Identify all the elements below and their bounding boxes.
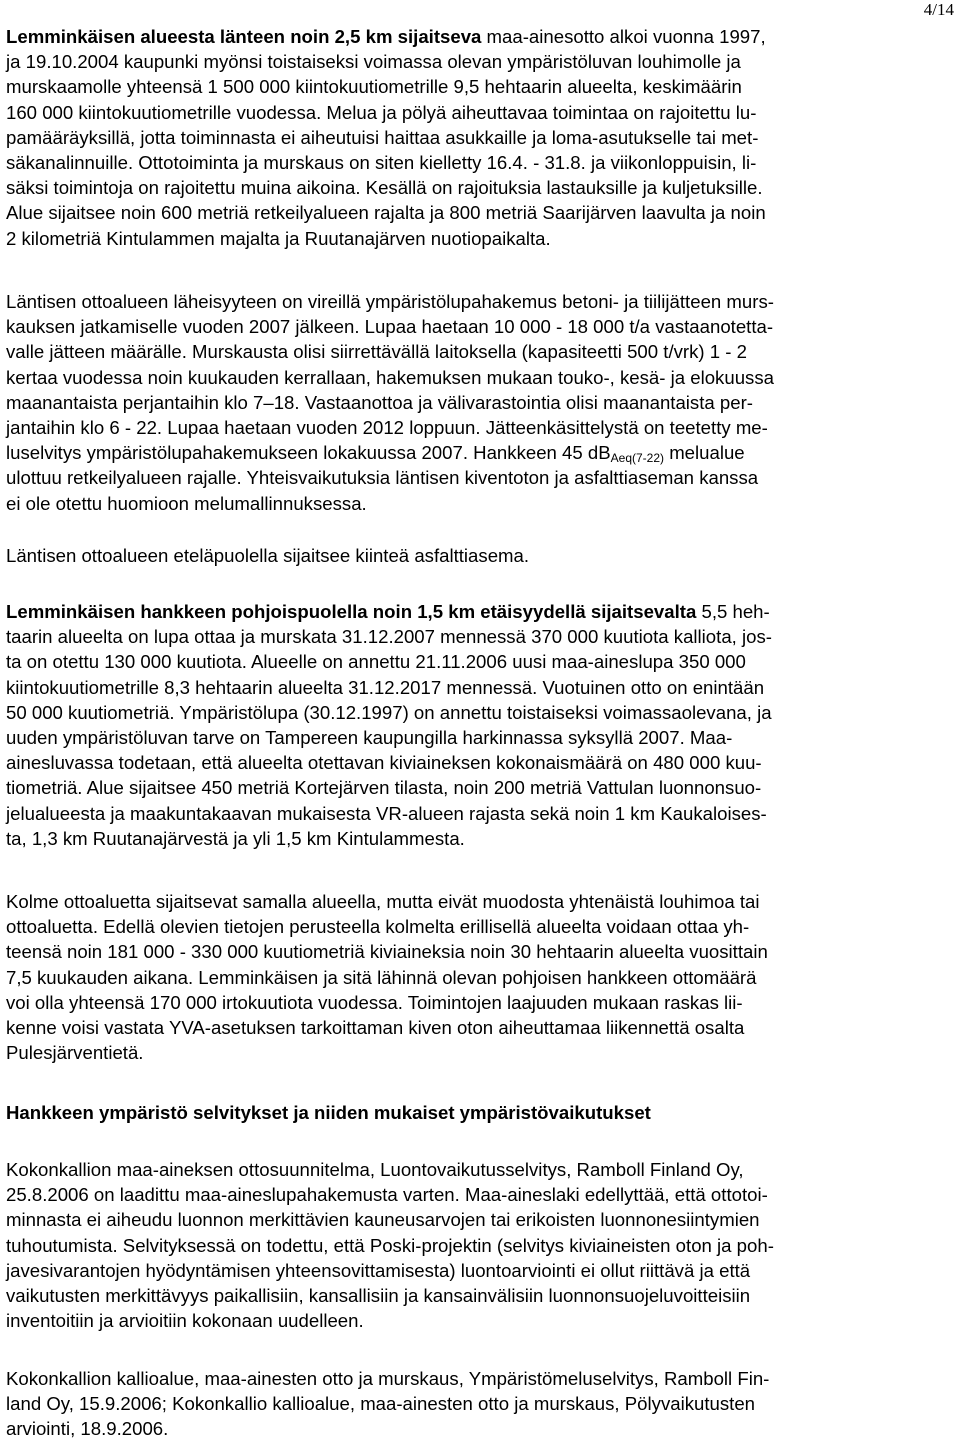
text-line: Alue sijaitsee noin 600 metriä retkeilyalueen rajalta ja 800 metriä Saarijärven laavulta ja noin bbox=[6, 202, 766, 224]
text-line: 7,5 kuukauden aikana. Lemminkäisen ja sitä lähinnä olevan pohjoisen hankkeen ottomäärä bbox=[6, 966, 757, 988]
subscript: Aeq(7-22) bbox=[610, 451, 665, 466]
section-heading bbox=[6, 1100, 952, 1125]
text-line: 25.8.2006 on laadittu maa-aineslupahakemusta varten. Maa-aineslaki edellyttää, että ottotoi- bbox=[6, 1184, 768, 1206]
paragraph-western-area bbox=[6, 24, 952, 251]
text-line: javesivarantojen hyödyntämisen yhteensovittamisesta) luontoarviointi ei ollut riittävä ja että bbox=[6, 1259, 751, 1281]
text-line: ta, 1,3 km Ruutanajärvestä ja yli 1,5 km Kintulammesta. bbox=[6, 827, 465, 849]
paragraph-northern-area bbox=[6, 599, 952, 851]
text-line: kenne voisi vastata YVA-asetuksen tarkoittaman kiven oton aiheuttamaa liikennettä osalta bbox=[6, 1017, 745, 1039]
text-line: Kokonkallion maa-aineksen ottosuunnitelma, Luontovaikutusselvitys, Ramboll Finland Oy, bbox=[6, 1159, 744, 1180]
text-line: valle jätteen määrälle. Murskausta olisi siirrettävällä laitoksella (kapasiteetti 500 t/vrk) 1 - 2 bbox=[6, 341, 747, 363]
text-line: vaikutusten merkittävyys paikallisiin, kansallisiin ja kansainvälisiin luonnonsuojeluvoitteisiin bbox=[6, 1285, 751, 1307]
text-line: ainesluvassa todetaan, että alueelta otettavan kiviaineksen kokonaismäärä on 480 000 kuu- bbox=[6, 752, 762, 774]
paragraph-three-areas bbox=[6, 889, 952, 1065]
text-line: kertaa vuodessa noin kuukauden kerrallaan, hakemuksen mukaan touko-, kesä- ja elokuussa bbox=[6, 366, 774, 388]
text-line: jantaihin klo 6 - 22. Lupaa haetaan vuoden 2012 loppuun. Jätteenkäsittelystä on teetetty me- bbox=[6, 417, 768, 439]
text-line: jelualueesta ja maakuntakaavan mukaisesta VR-alueen rajasta sekä noin 1 km Kaukaloises- bbox=[6, 802, 767, 824]
text-line: voi olla yhteensä 170 000 irtokuutiota vuodessa. Toimintojen laajuuden mukaan raskas lii- bbox=[6, 991, 743, 1013]
text-line: minnasta ei aiheudu luonnon merkittävien kauneusarvojen tai erikoisten luonnonesiintymien bbox=[6, 1209, 760, 1231]
paragraph-permit-application bbox=[6, 289, 952, 516]
text-line: teensä noin 181 000 - 330 000 kuutiometriä kiviaineksia noin 30 hehtaarin alueelta vuosittain bbox=[6, 941, 768, 963]
bold-lead: Lemminkäisen alueesta länteen noin 2,5 km sijaitseva bbox=[6, 26, 482, 47]
text-line: Kokonkallion kallioalue, maa-ainesten otto ja murskaus, Ympäristömeluselvitys, Ramboll Fin- bbox=[6, 1368, 770, 1389]
bold-lead: Lemminkäisen hankkeen pohjoispuolella noin 1,5 km etäisyydellä sijaitsevalta bbox=[6, 601, 697, 622]
text-line: ta on otettu 130 000 kuutiota. Alueelle on annettu 21.11.2006 uusi maa-aineslupa 350 000 bbox=[6, 651, 746, 673]
text-line: ei ole otettu huomioon melumallinnuksessa. bbox=[6, 492, 367, 514]
page-number: 4/14 bbox=[923, 0, 954, 19]
text-line: Pulesjärventietä. bbox=[6, 1042, 144, 1064]
text-line: tiometriä. Alue sijaitsee 450 metriä Kortejärven tilasta, noin 200 metriä Vattulan luonnonsuo- bbox=[6, 777, 762, 799]
text-line: luselvitys ympäristölupahakemukseen lokakuussa 2007. Hankkeen 45 $dB_{Aeq(7-22)}$ melualue bbox=[6, 442, 745, 466]
text-line: Läntisen ottoalueen läheisyyteen on vireillä ympäristölupahakemus betoni- ja tiilijätteen murs- bbox=[6, 291, 774, 312]
text-line: 2 kilometriä Kintulammen majalta ja Ruutanajärven nuotiopaikalta. bbox=[6, 227, 551, 249]
text-line: kiintokuutiometrille 8,3 hehtaarin alueelta 31.12.2017 mennessä. Vuotuinen otto on enintään bbox=[6, 676, 765, 698]
text-line: maanantaista perjantaihin klo 7–18. Vastaanottoa ja välivarastointia olisi maanantaista per- bbox=[6, 391, 753, 413]
text-line: pamääräyksillä, jotta toiminnasta ei aiheutuisi haittaa asukkaille ja loma-asutukselle tai met- bbox=[6, 126, 759, 148]
text-line: tuhoutumista. Selvityksessä on todettu, että Poski-projektin (selvitys kiviaineisten oton ja poh- bbox=[6, 1234, 774, 1256]
text-line: säkanalinnuille. Ottotoiminta ja murskaus on siten kielletty 16.4. - 31.8. ja viikonloppuisin, li- bbox=[6, 152, 757, 174]
text-line: Kolme ottoaluetta sijaitsevat samalla alueella, mutta eivät muodosta yhtenäistä louhimoa tai bbox=[6, 891, 760, 912]
text-line: Lemminkäisen hankkeen pohjoispuolella noin 1,5 km etäisyydellä sijaitsevalta 5,5 heh- bbox=[6, 601, 770, 622]
text-line: säksi toimintoja on rajoitettu muina aikoina. Kesällä on rajoituksia lastauksille ja kuljetuksille. bbox=[6, 177, 763, 199]
text-line: Läntisen ottoalueen eteläpuolella sijaitsee kiinteä asfalttiasema. bbox=[6, 545, 530, 566]
text-line: 160 000 kiintokuutiometrille vuodessa. Melua ja pölyä aiheuttavaa toimintaa on rajoitettu lu- bbox=[6, 101, 757, 123]
paragraph-asphalt-station bbox=[6, 543, 952, 568]
paragraph-noise-dust-reports bbox=[6, 1366, 952, 1442]
text-line: arviointi, 18.9.2006. bbox=[6, 1418, 169, 1440]
text-line: ottoaluetta. Edellä olevien tietojen perusteella kolmelta erillisellä alueelta voidaan ottaa yh- bbox=[6, 916, 750, 938]
text-line: land Oy, 15.9.2006; Kokonkallio kallioalue, maa-ainesten otto ja murskaus, Pölyvaikutusten bbox=[6, 1393, 755, 1415]
heading-text: Hankkeen ympäristö selvitykset ja niiden mukaiset ympäristövaikutukset bbox=[6, 1102, 651, 1123]
text-line: ulottuu retkeilyalueen rajalle. Yhteisvaikutuksia läntisen kiventoton ja asfalttiaseman kanssa bbox=[6, 467, 759, 489]
text-line: kauksen jatkamiselle vuoden 2007 jälkeen. Lupaa haetaan 10 000 - 18 000 t/a vastaanotetta- bbox=[6, 316, 774, 338]
text-line: 50 000 kuutiometriä. Ympäristölupa (30.12.1997) on annettu toistaiseksi voimassaolevana, ja bbox=[6, 701, 772, 723]
text-line: ja 19.10.2004 kaupunki myönsi toistaiseksi voimassa olevan ympäristöluvan louhimolle ja bbox=[6, 51, 741, 73]
paragraph-nature-survey bbox=[6, 1157, 952, 1333]
text-line: Lemminkäisen alueesta länteen noin 2,5 km sijaitseva maa-ainesotto alkoi vuonna 1997, bbox=[6, 26, 766, 47]
text-line: murskaamolle yhteensä 1 500 000 kiintokuutiometrille 9,5 hehtaarin alueelta, keskimäärin bbox=[6, 76, 742, 98]
text-line: inventoitiin ja arvioitiin kokonaan uudelleen. bbox=[6, 1310, 364, 1332]
text-line: taarin alueelta on lupa ottaa ja murskata 31.12.2007 mennessä 370 000 kuutiota kalliota, jos- bbox=[6, 626, 772, 648]
text-line: uuden ympäristöluvan tarve on Tampereen kaupungilla harkinnassa syksyllä 2007. Maa- bbox=[6, 727, 733, 749]
